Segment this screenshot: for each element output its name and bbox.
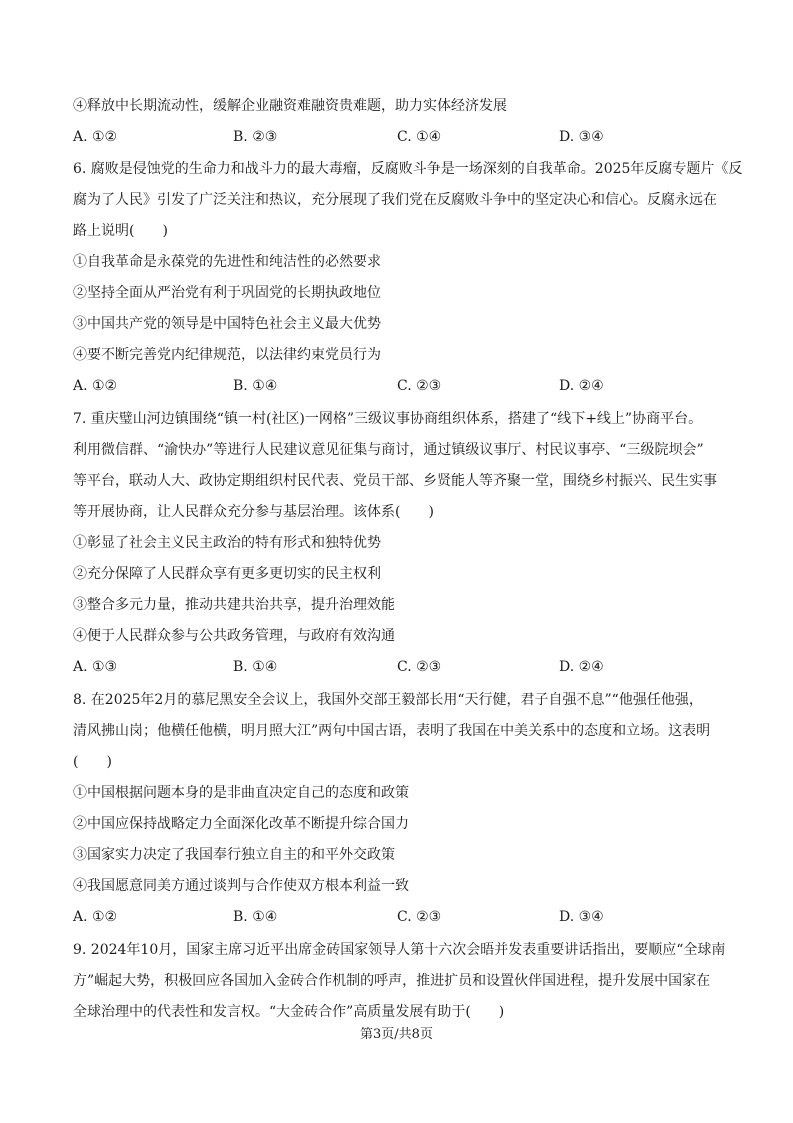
q8-choice-1: ①中国根据问题本身的是非曲直决定自己的态度和政策 [73, 785, 409, 801]
q8-options [73, 908, 733, 926]
q8-choice-4: ④我国愿意同美方通过谈判与合作使双方根本利益一致 [73, 878, 409, 894]
q7-option-b: B. ①④ [233, 659, 278, 675]
q5-choice-4: ④释放中长期流动性，缓解企业融资难融资贵难题，助力实体经济发展 [73, 98, 507, 114]
q6-stem-line-2: 腐为了人民》引发了广泛关注和热议，充分展现了我们党在反腐败斗争中的坚定决心和信心。反腐永远在 [73, 192, 717, 208]
q8-option-c: C. ②③ [397, 909, 442, 925]
page-number-footer: 第3页/共8页 [360, 1027, 433, 1042]
q7-option-a: A. ①③ [73, 659, 118, 675]
q5-option-c: C. ①④ [397, 129, 442, 145]
q8-stem-line-3: ( ) [73, 754, 112, 770]
q8-option-d: D. ③④ [559, 909, 604, 925]
q8-stem-line-1: 8. 在2025年2月的慕尼黑安全会议上，我国外交部王毅部长用“天行健，君子自强不息”“他强任他强， [73, 692, 703, 708]
q7-option-d: D. ②④ [559, 659, 604, 675]
q6-option-c: C. ②③ [397, 378, 442, 394]
q6-stem-line-1: 6. 腐败是侵蚀党的生命力和战斗力的最大毒瘤，反腐败斗争是一场深刻的自我革命。2025年反腐专题片《反 [73, 161, 743, 177]
q7-choice-2: ②充分保障了人民群众享有更多更切实的民主权利 [73, 566, 381, 582]
q9-stem-line-1: 9. 2024年10月，国家主席习近平出席金砖国家领导人第十六次会晤并发表重要讲话指出，要顺应“全球南 [73, 942, 726, 958]
q6-stem-line-3: 路上说明( ) [73, 223, 168, 239]
q7-stem-line-2: 利用微信群、“渝快办”等进行人民建议意见征集与商讨，通过镇级议事厅、村民议事亭、“三级院坝会” [73, 442, 704, 458]
q6-choice-2: ②坚持全面从严治党有利于巩固党的长期执政地位 [73, 285, 381, 301]
q7-options [73, 658, 733, 676]
q6-choice-4: ④要不断完善党内纪律规范，以法律约束党员行为 [73, 347, 381, 363]
q7-stem-line-1: 7. 重庆璧山河边镇围绕“镇一村(社区)一网格”三级议事协商组织体系，搭建了“线下+线上”协商平台。 [73, 411, 703, 427]
q5-options [73, 128, 733, 146]
q6-option-d: D. ②④ [559, 378, 604, 394]
q8-stem-line-2: 清风拂山岗；他横任他横，明月照大江”两句中国古语，表明了我国在中美关系中的态度和立场。这表明 [73, 723, 711, 739]
q7-option-c: C. ②③ [397, 659, 442, 675]
q6-choice-3: ③中国共产党的领导是中国特色社会主义最大优势 [73, 316, 381, 332]
q6-choice-1: ①自我革命是永葆党的先进性和纯洁性的必然要求 [73, 254, 381, 270]
q8-option-b: B. ①④ [233, 909, 278, 925]
q8-option-a: A. ①② [73, 909, 118, 925]
q8-choice-3: ③国家实力决定了我国奉行独立自主的和平外交政策 [73, 847, 395, 863]
q5-option-b: B. ②③ [233, 129, 278, 145]
q7-stem-line-4: 等开展协商，让人民群众充分参与基层治理。该体系( ) [73, 504, 434, 520]
q9-stem-line-2: 方”崛起大势，积极回应各国加入金砖合作机制的呼声，推进扩员和设置伙伴国进程，提升发展中国家在 [73, 973, 711, 989]
q7-choice-4: ④便于人民群众参与公共政务管理，与政府有效沟通 [73, 628, 395, 644]
q9-stem-line-3: 全球治理中的代表性和发言权。“大金砖合作”高质量发展有助于( ) [73, 1004, 505, 1020]
q5-option-d: D. ③④ [559, 129, 604, 145]
q7-choice-1: ①彰显了社会主义民主政治的特有形式和独特优势 [73, 535, 381, 551]
q5-option-a: A. ①② [73, 129, 118, 145]
q8-choice-2: ②中国应保持战略定力全面深化改革不断提升综合国力 [73, 816, 409, 832]
q6-option-a: A. ①② [73, 378, 118, 394]
q7-choice-3: ③整合多元力量，推动共建共治共享，提升治理效能 [73, 597, 395, 613]
q6-options [73, 377, 733, 395]
q6-option-b: B. ①④ [233, 378, 278, 394]
q7-stem-line-3: 等平台，联动人大、政协定期组织村民代表、党员干部、乡贤能人等齐聚一堂，围绕乡村振兴、民生实事 [73, 473, 717, 489]
